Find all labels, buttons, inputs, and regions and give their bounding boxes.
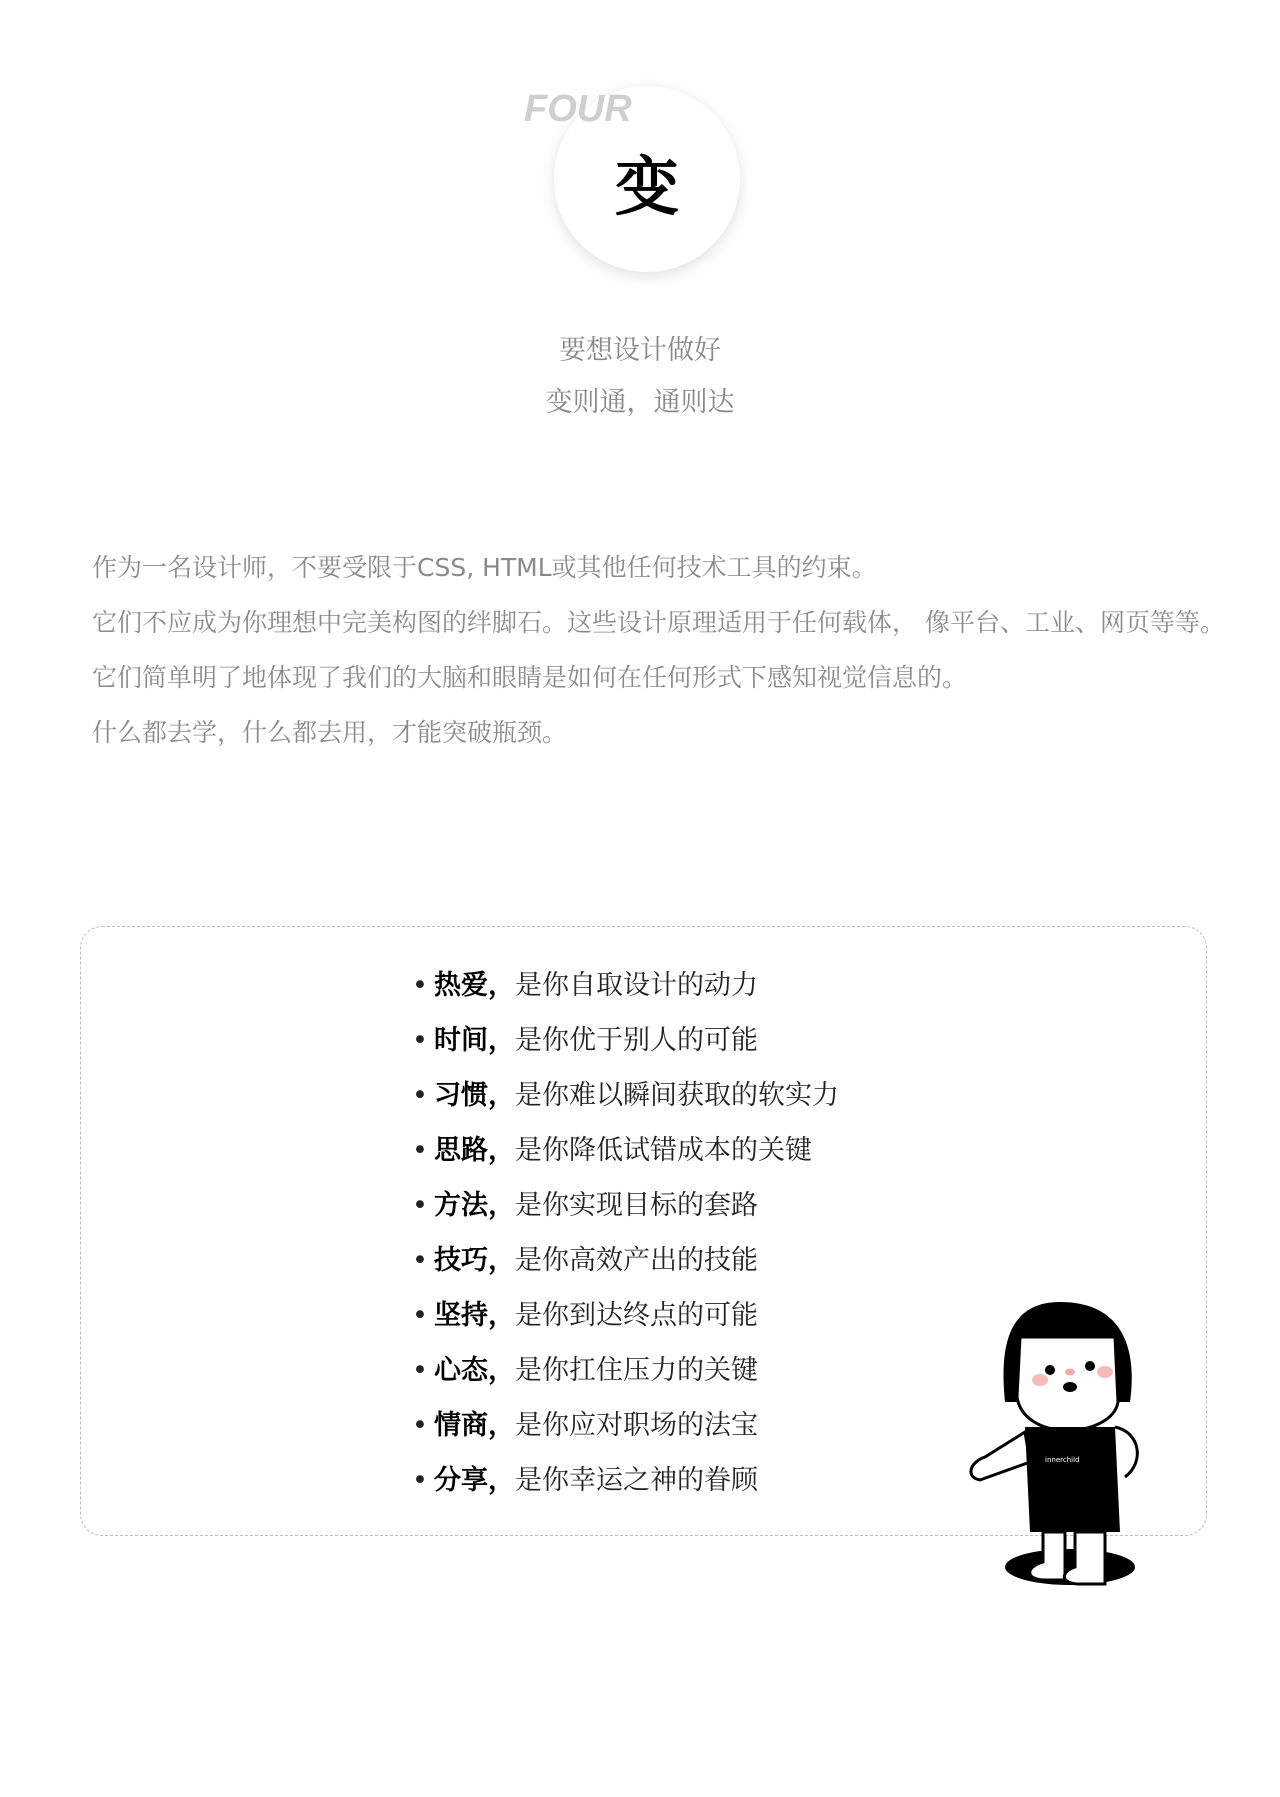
item-key: 时间， [434,1025,515,1056]
item-text: 是你难以瞬间获取的软实力 [515,1080,839,1111]
item-text: 是你高效产出的技能 [515,1245,758,1276]
list-item: • 热爱，是你自取设计的动力 [412,970,758,1001]
list-item: • 时间，是你优于别人的可能 [412,1025,758,1056]
list-item: • 方法，是你实现目标的套路 [412,1190,758,1221]
item-key: 技巧， [434,1245,515,1276]
section-number: FOUR [524,88,632,130]
item-text: 是你优于别人的可能 [515,1025,758,1056]
item-text: 是你降低试错成本的关键 [515,1135,812,1166]
subtitle-line-2: 变则通，通则达 [545,387,735,418]
item-key: 习惯， [434,1080,515,1111]
list-item: • 情商，是你应对职场的法宝 [412,1410,758,1441]
item-key: 情商， [434,1410,515,1441]
girl-illustration [965,1262,1165,1592]
list-item: • 坚持，是你到达终点的可能 [412,1300,758,1331]
item-text: 是你幸运之神的眷顾 [515,1465,758,1496]
list-item: • 分享，是你幸运之神的眷顾 [412,1465,758,1496]
apron-logo: innerchild [1045,1456,1080,1464]
subtitle-line-1: 要想设计做好 [559,335,721,366]
item-key: 思路， [434,1135,515,1166]
item-key: 心态， [434,1355,515,1386]
item-text: 是你应对职场的法宝 [515,1410,758,1441]
section-title: 变 [615,151,679,225]
item-text: 是你实现目标的套路 [515,1190,758,1221]
list-item: • 心态，是你扛住压力的关键 [412,1355,758,1386]
item-key: 热爱， [434,970,515,1001]
paragraph-line: 它们简单明了地体现了我们的大脑和眼睛是如何在任何形式下感知视觉信息的。 [92,663,968,692]
item-key: 分享， [434,1465,515,1496]
item-key: 坚持， [434,1300,515,1331]
list-item: • 思路，是你降低试错成本的关键 [412,1135,812,1166]
list-item: • 技巧，是你高效产出的技能 [412,1245,758,1276]
item-key: 方法， [434,1190,515,1221]
paragraph-line: 作为一名设计师，不要受限于CSS, HTML或其他任何技术工具的约束。 [92,553,877,582]
principles-list [412,958,839,1508]
item-text: 是你到达终点的可能 [515,1300,758,1331]
item-text: 是你自取设计的动力 [515,970,758,1001]
body-paragraph [92,540,1232,760]
list-item: • 习惯，是你难以瞬间获取的软实力 [412,1080,839,1111]
paragraph-line: 什么都去学，什么都去用，才能突破瓶颈。 [92,718,568,747]
paragraph-line: 它们不应成为你理想中完美构图的绊脚石。这些设计原理适用于任何载体， 像平台、工业、网页等等。 [92,608,1225,637]
item-text: 是你扛住压力的关键 [515,1355,758,1386]
